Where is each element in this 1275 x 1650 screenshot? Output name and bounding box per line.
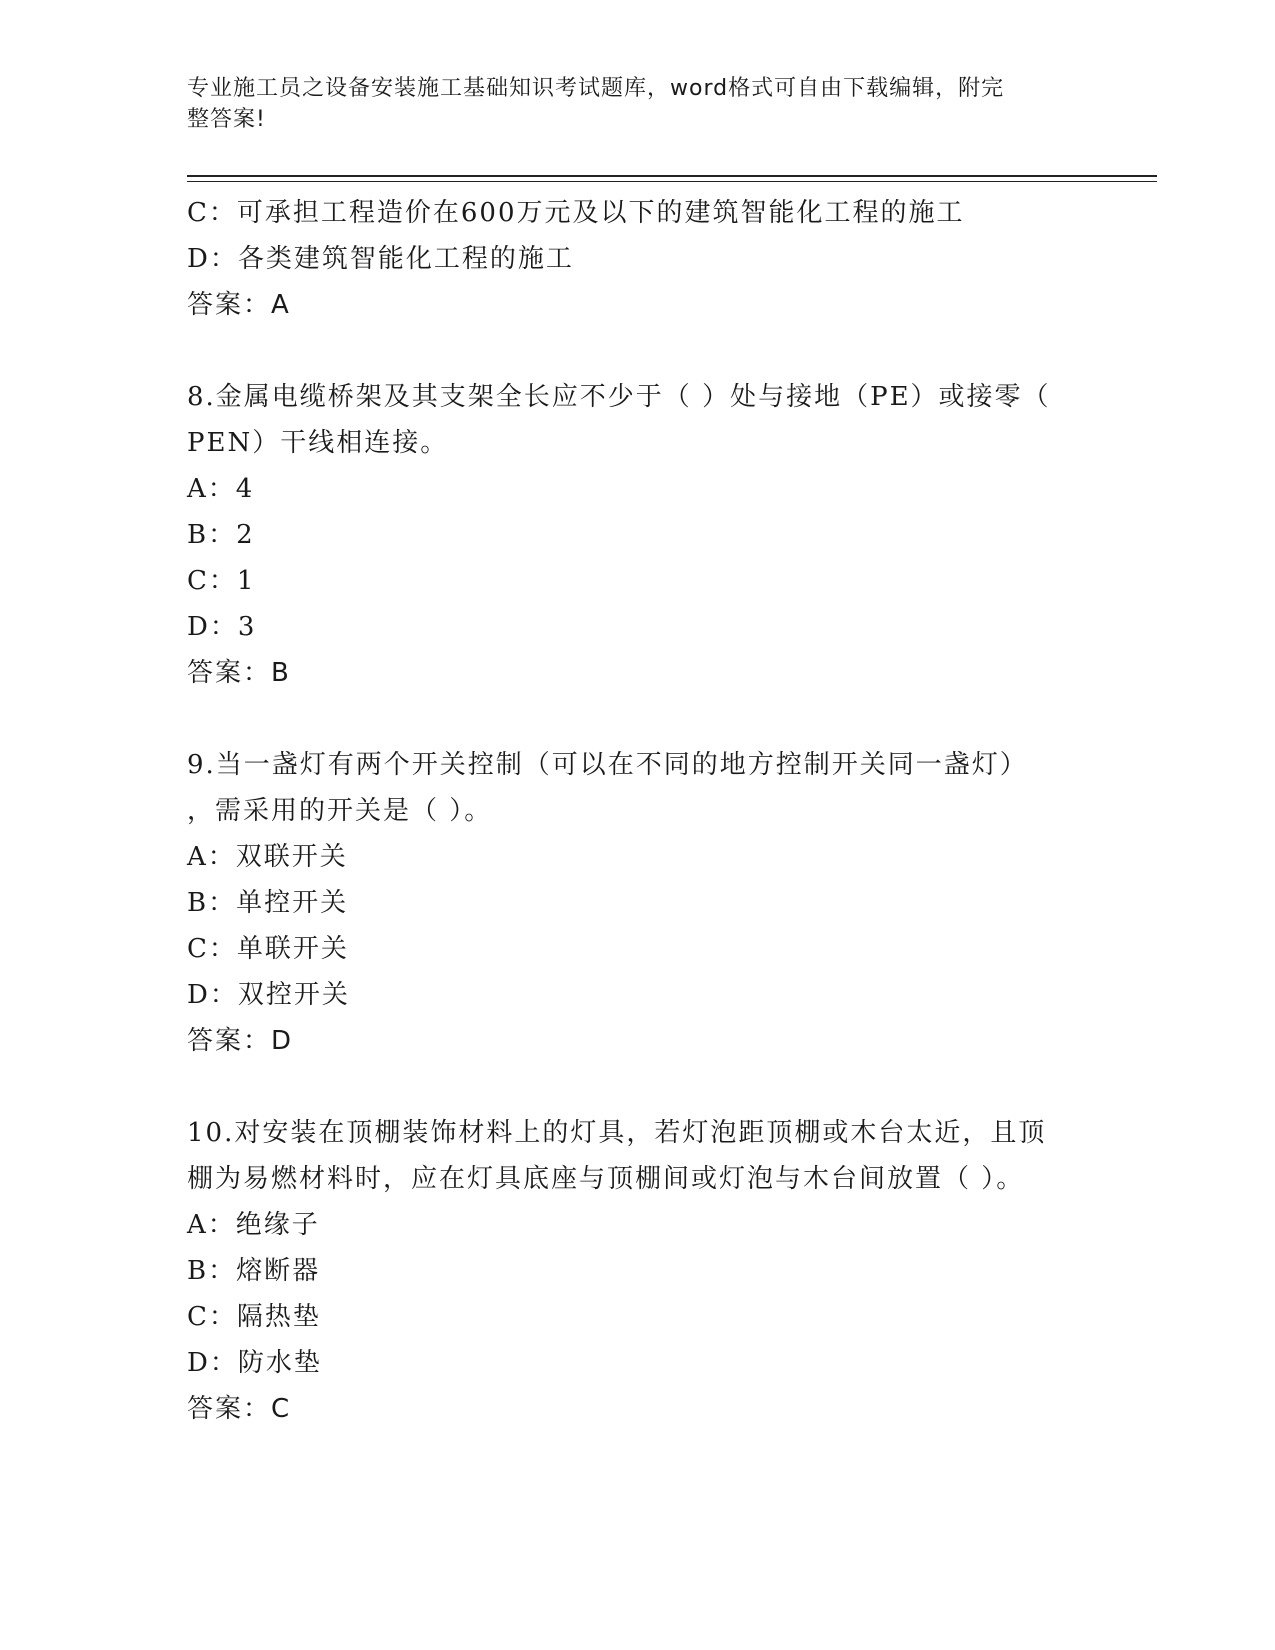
option-c: C：可承担工程造价在600万元及以下的建筑智能化工程的施工	[187, 198, 965, 228]
option-d: D：防水垫	[187, 1348, 322, 1378]
question-stem	[187, 374, 1087, 466]
option-d: D：双控开关	[187, 980, 350, 1010]
option-c: C：单联开关	[187, 934, 349, 964]
question-list	[187, 190, 1087, 1432]
question-stem-line-2: ，需采用的开关是（ ）。	[187, 796, 493, 826]
question-stem-line-2: 棚为易燃材料时，应在灯具底座与顶棚间或灯泡与木台间放置（ ）。	[187, 1164, 1025, 1194]
option-c: C：1	[187, 566, 256, 596]
question-stem-line-1: 9.当一盏灯有两个开关控制（可以在不同的地方控制开关同一盏灯）	[187, 750, 1028, 780]
header-line-2: 整答案!	[187, 107, 266, 132]
option-d: D：3	[187, 612, 257, 642]
document-header	[187, 73, 1087, 135]
header-divider-thick	[187, 175, 1157, 177]
question-8	[187, 374, 1087, 696]
answer: 答案：B	[187, 658, 291, 688]
question-stem	[187, 1110, 1087, 1202]
option-a: A：双联开关	[187, 842, 348, 872]
answer: 答案：D	[187, 1026, 294, 1056]
question-stem-line-1: 8.金属电缆桥架及其支架全长应不少于（ ）处与接地（PE）或接零（	[187, 382, 1051, 412]
header-divider-thin	[187, 181, 1157, 182]
answer: 答案：C	[187, 1394, 292, 1424]
question-7-tail	[187, 190, 1087, 328]
question-10	[187, 1110, 1087, 1432]
answer: 答案：A	[187, 290, 291, 320]
header-line-1: 专业施工员之设备安装施工基础知识考试题库，word格式可自由下载编辑，附完	[187, 76, 1005, 101]
option-a: A：4	[187, 474, 255, 504]
option-c: C：隔热垫	[187, 1302, 321, 1332]
option-b: B：2	[187, 520, 255, 550]
option-d: D：各类建筑智能化工程的施工	[187, 244, 574, 274]
option-b: B：单控开关	[187, 888, 349, 918]
question-stem	[187, 742, 1087, 834]
question-9	[187, 742, 1087, 1064]
question-stem-line-1: 10.对安装在顶棚装饰材料上的灯具，若灯泡距顶棚或木台太近，且顶	[187, 1118, 1047, 1148]
question-stem-line-2: PEN）干线相连接。	[187, 428, 449, 458]
option-a: A：绝缘子	[187, 1210, 320, 1240]
option-b: B：熔断器	[187, 1256, 321, 1286]
